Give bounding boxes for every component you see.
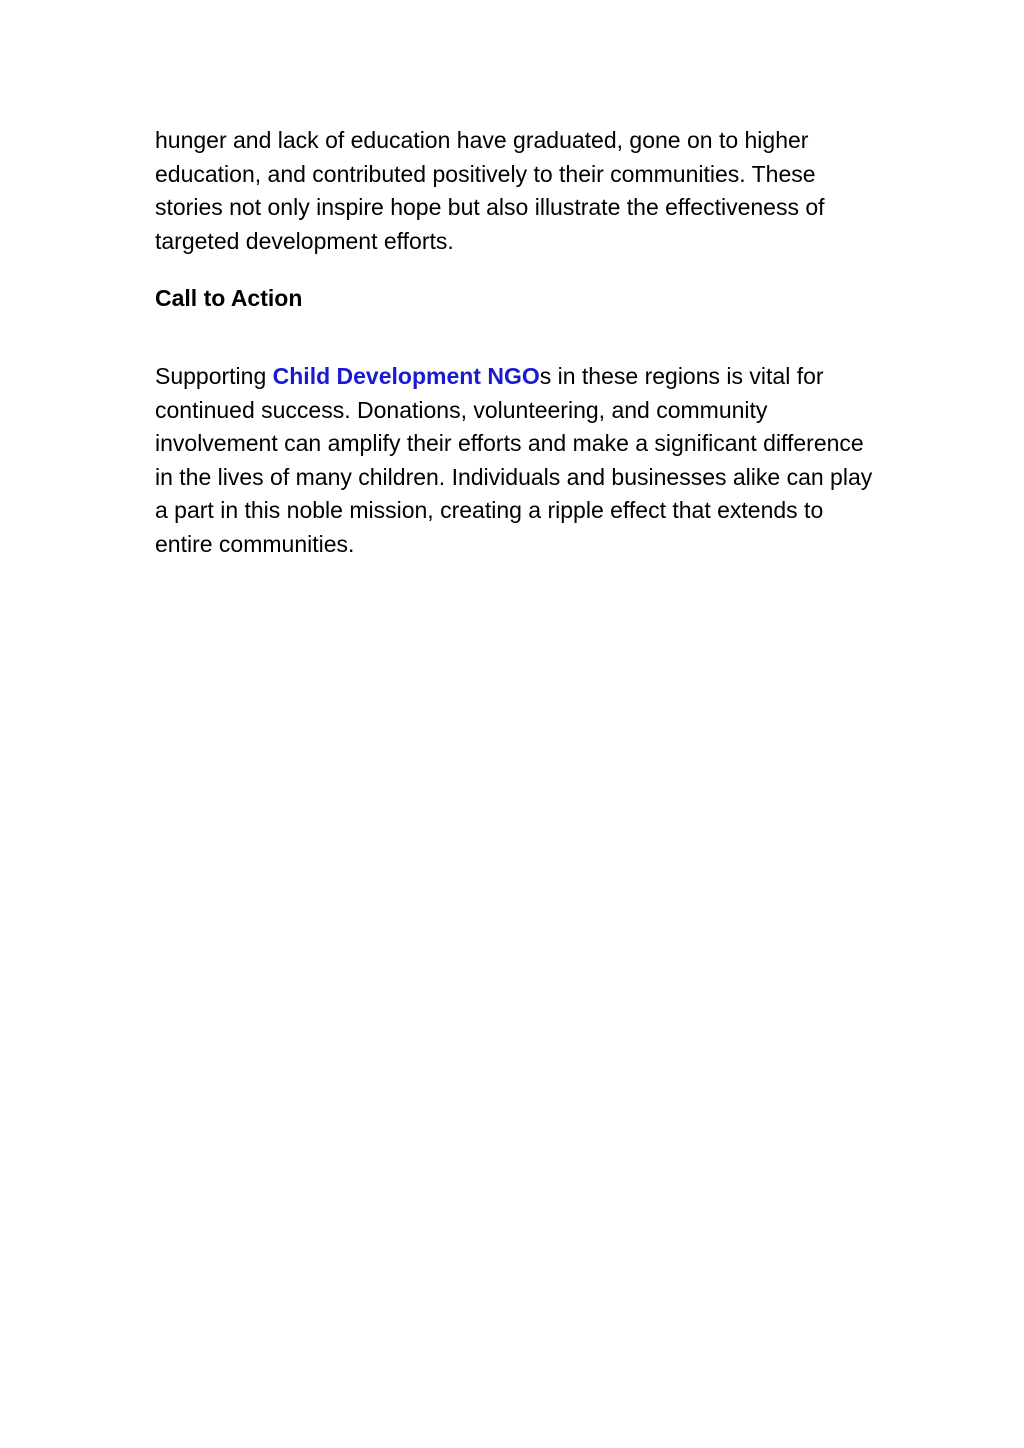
section-heading: Call to Action [155,285,303,312]
document-body [155,124,875,562]
call-to-action-paragraph [155,360,875,562]
child-development-ngo-link[interactable]: Child Development NGO [272,362,540,389]
paragraph-rest-text: s in these regions is vital for continued success. Donations, volunteering, and community involvement can amplify their efforts and make a significant difference in the lives of many children. Individuals and businesses alike can play a part in this noble mission, creating a ripple effect that extends to entire communities. [155,362,873,557]
intro-paragraph: hunger and lack of education have graduated, gone on to higher education, and contributed positively to their communities. These stories not only inspire hope but also illustrate the effectiveness of targeted development efforts. [155,127,825,254]
paragraph-lead-text: Supporting [155,362,273,389]
